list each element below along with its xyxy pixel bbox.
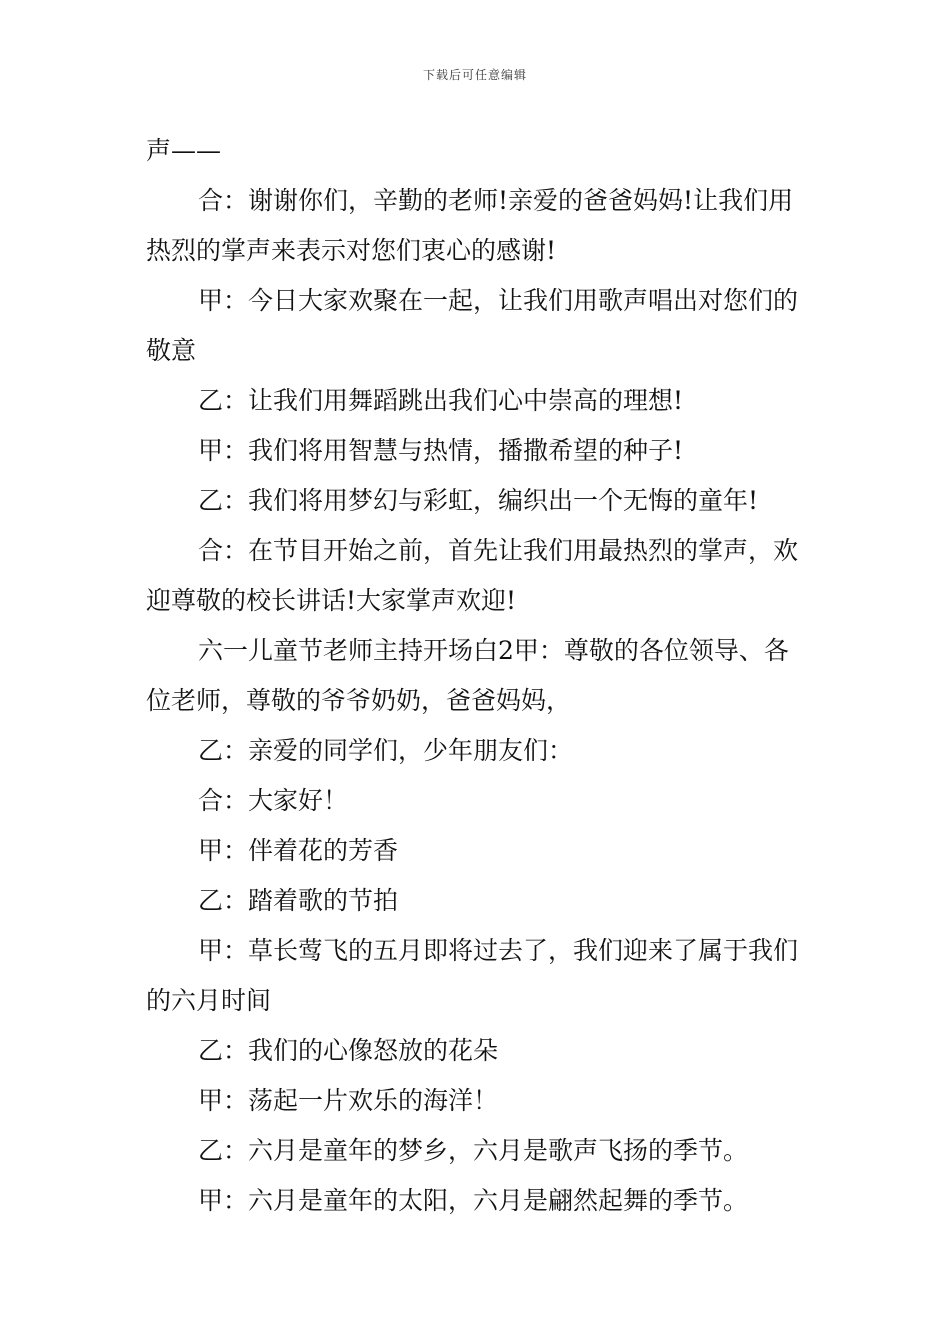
- paragraph-10: 合：大家好！: [198, 786, 349, 815]
- paragraph-4: 乙：让我们用舞蹈跳出我们心中崇高的理想!: [198, 386, 684, 415]
- paragraph-1: 声——: [146, 136, 222, 165]
- paragraph-12: 乙：踏着歌的节拍: [198, 886, 399, 915]
- paragraph-14: 乙：我们的心像怒放的花朵: [198, 1036, 499, 1065]
- paragraph-3: 甲：今日大家欢聚在一起，让我们用歌声唱出对您们的敬意: [146, 286, 799, 365]
- paragraph-7: 合：在节目开始之前，首先让我们用最热烈的掌声，欢迎尊敬的校长讲话!大家掌声欢迎!: [146, 536, 799, 615]
- page-header-note: 下载后可任意编辑: [422, 68, 527, 82]
- document-body: [146, 126, 810, 1226]
- paragraph-17: 甲：六月是童年的太阳，六月是翩然起舞的季节。: [198, 1186, 749, 1215]
- paragraph-5: 甲：我们将用智慧与热情，播撒希望的种子!: [198, 436, 684, 465]
- paragraph-13: 甲：草长莺飞的五月即将过去了，我们迎来了属于我们的六月时间: [146, 936, 799, 1015]
- paragraph-11: 甲：伴着花的芳香: [198, 836, 399, 865]
- paragraph-9: 乙：亲爱的同学们，少年朋友们：: [198, 736, 574, 765]
- paragraph-8: 六一儿童节老师主持开场白2甲：尊敬的各位领导、各位老师，尊敬的爷爷奶奶，爸爸妈妈，: [146, 636, 789, 715]
- paragraph-15: 甲：荡起一片欢乐的海洋！: [198, 1086, 499, 1115]
- paragraph-2: 合：谢谢你们，辛勤的老师!亲爱的爸爸妈妈!让我们用热烈的掌声来表示对您们衷心的感谢!: [146, 186, 794, 265]
- paragraph-16: 乙：六月是童年的梦乡，六月是歌声飞扬的季节。: [198, 1136, 749, 1165]
- paragraph-6: 乙：我们将用梦幻与彩虹，编织出一个无悔的童年!: [198, 486, 759, 515]
